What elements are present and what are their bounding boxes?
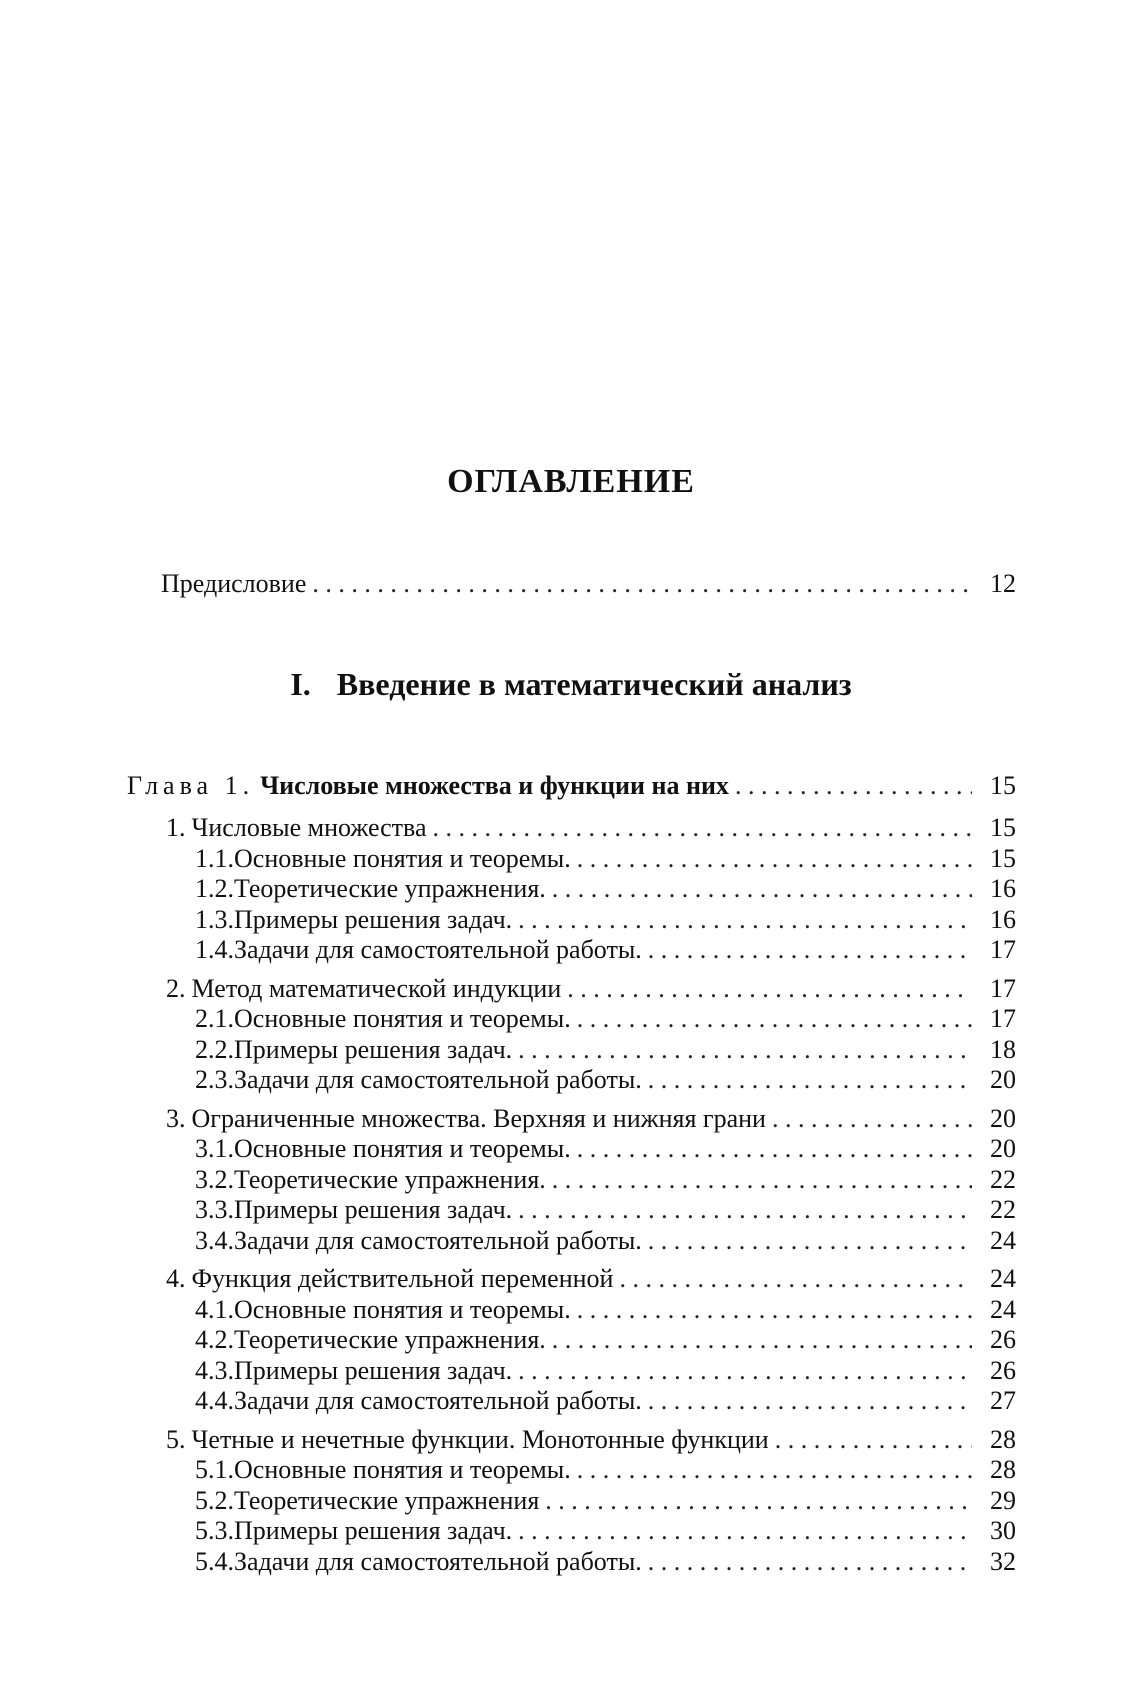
toc-section-number: 2.	[166, 973, 186, 1003]
toc-subsection[interactable]	[195, 1547, 1016, 1577]
toc-subsection-number: 4.1.	[195, 1294, 234, 1324]
toc-title: Числовые множества	[191, 813, 427, 842]
toc-dot-leader	[552, 874, 972, 904]
toc-subsection-number: 3.2.	[195, 1164, 234, 1194]
toc-subsection-number: 5.3.	[195, 1516, 234, 1545]
toc-dot-leader	[545, 1486, 972, 1516]
page-title: ОГЛАВЛЕНИЕ	[447, 463, 695, 500]
toc-subsection[interactable]	[195, 1356, 1016, 1386]
toc-title: Функция действительной переменной	[191, 1264, 614, 1293]
toc-title: Задачи для самостоятельной работы.	[234, 1546, 642, 1576]
toc-page-number: 27	[990, 1386, 1016, 1415]
toc-subsection[interactable]	[195, 1455, 1016, 1485]
toc-page-number: 29	[990, 1485, 1016, 1515]
toc-dot-leader	[648, 1065, 972, 1095]
toc-dot-leader	[735, 771, 972, 801]
toc-title: Теоретические упражнения.	[234, 1164, 546, 1194]
toc-dot-leader	[577, 844, 972, 874]
toc-page-number: 22	[990, 1164, 1016, 1194]
toc-title: Примеры решения задач.	[234, 1355, 513, 1385]
toc-title: Четные и нечетные функции. Монотонные функции	[191, 1424, 769, 1454]
toc-section-number: 4.	[166, 1264, 186, 1293]
toc-title: Примеры решения задач.	[234, 1034, 513, 1064]
toc-dot-leader	[577, 1004, 972, 1034]
toc-page-number: 20	[990, 1134, 1016, 1163]
toc-page-number: 28	[990, 1455, 1016, 1484]
toc-subsection-number: 5.1.	[195, 1455, 234, 1484]
toc-title: Примеры решения задач.	[234, 1516, 513, 1545]
toc-dot-leader	[648, 1226, 972, 1256]
toc-subsection-number: 1.2.	[195, 874, 234, 903]
chapter-label: Глава 1.	[127, 771, 255, 800]
toc-section[interactable]	[166, 1264, 1016, 1294]
toc-page-number: 24	[990, 1264, 1016, 1293]
toc-subsection-number: 3.1.	[195, 1134, 234, 1163]
part-number: I.	[290, 666, 311, 702]
part-heading	[0, 666, 1142, 703]
toc-subsection-number: 4.3.	[195, 1355, 234, 1385]
toc-subsection-number: 3.3.	[195, 1195, 234, 1224]
toc-title: Основные понятия и теоремы.	[234, 1294, 571, 1324]
toc-dot-leader	[518, 905, 972, 935]
toc-page-number: 20	[990, 1065, 1016, 1094]
toc-page-number: 24	[990, 1225, 1016, 1255]
toc-title: Теоретические упражнения	[234, 1485, 540, 1515]
chapter-title: Числовые множества и функции на них	[260, 771, 729, 800]
toc-dot-leader	[772, 1104, 972, 1134]
toc-title: Задачи для самостоятельной работы.	[234, 1225, 642, 1255]
toc-dot-leader	[518, 1516, 972, 1546]
toc-page-number: 32	[990, 1546, 1016, 1576]
toc-subsection[interactable]	[195, 905, 1016, 935]
toc-subsection[interactable]	[195, 1325, 1016, 1355]
toc-subsection-number: 4.4.	[195, 1386, 234, 1415]
toc-subsection-number: 3.4.	[195, 1225, 234, 1255]
toc-page-number: 16	[990, 904, 1016, 934]
toc-title: Примеры решения задач.	[234, 904, 513, 934]
toc-page-number: 28	[990, 1424, 1016, 1454]
toc-dot-leader	[648, 935, 972, 965]
toc-section-number: 5.	[166, 1424, 186, 1454]
toc-title: Основные понятия и теоремы.	[234, 1004, 571, 1033]
toc-subsection[interactable]	[195, 1165, 1016, 1195]
toc-dot-leader	[567, 974, 972, 1004]
toc-subsection-number: 5.4.	[195, 1546, 234, 1576]
toc-page-number: 24	[990, 1294, 1016, 1324]
toc-section[interactable]	[166, 813, 1016, 843]
toc-subsection[interactable]	[195, 1035, 1016, 1065]
toc-title: Задачи для самостоятельной работы.	[234, 1386, 642, 1415]
toc-page-number: 17	[990, 1004, 1016, 1033]
toc-subsection-number: 1.3.	[195, 904, 234, 934]
toc-dot-leader	[433, 813, 972, 843]
toc-page-number: 26	[990, 1355, 1016, 1385]
toc-title: Примеры решения задач.	[234, 1195, 513, 1224]
toc-section-number: 3.	[166, 1103, 186, 1133]
toc-subsection-number: 4.2.	[195, 1325, 234, 1354]
toc-title: Основные понятия и теоремы.	[234, 1455, 571, 1484]
toc-subsection[interactable]	[195, 1226, 1016, 1256]
toc-section[interactable]	[166, 974, 1016, 1004]
toc-subsection[interactable]	[195, 1134, 1016, 1164]
toc-subsection[interactable]	[195, 1295, 1016, 1325]
toc-page-number: 15	[990, 813, 1016, 842]
toc-title: Задачи для самостоятельной работы.	[234, 935, 642, 964]
toc-dot-leader	[552, 1165, 972, 1195]
toc-title: Ограниченные множества. Верхняя и нижняя грани	[191, 1103, 766, 1133]
toc-page-number: 15	[990, 771, 1016, 800]
toc-subsection-number: 1.1.	[195, 843, 234, 873]
toc-page-number: 16	[990, 874, 1016, 903]
toc-subsection[interactable]	[195, 935, 1016, 965]
toc-dot-leader	[518, 1035, 972, 1065]
toc-dot-leader	[619, 1264, 972, 1294]
toc-subsection-number: 5.2.	[195, 1485, 234, 1515]
toc-page-number: 26	[990, 1325, 1016, 1354]
toc-chapter[interactable]	[127, 771, 1016, 801]
toc-page-number: 17	[990, 935, 1016, 964]
toc-page-number: 18	[990, 1034, 1016, 1064]
toc-subsection-number: 2.3.	[195, 1065, 234, 1094]
toc-title: Теоретические упражнения.	[234, 874, 546, 903]
toc-title: Основные понятия и теоремы.	[234, 1134, 571, 1163]
toc-subsection-number: 2.2.	[195, 1034, 234, 1064]
toc-subsection[interactable]	[195, 1065, 1016, 1095]
toc-page-number: 15	[990, 843, 1016, 873]
toc-dot-leader	[648, 1386, 972, 1416]
toc-dot-leader	[518, 1356, 972, 1386]
toc-dot-leader	[775, 1425, 972, 1455]
toc-page-number: 22	[990, 1195, 1016, 1224]
toc-page-number: 30	[990, 1516, 1016, 1545]
toc-dot-leader	[518, 1195, 972, 1225]
toc-section[interactable]	[166, 1104, 1016, 1134]
part-title: Введение в математический анализ	[336, 666, 852, 702]
toc-title: Предисловие	[161, 569, 307, 598]
toc-dot-leader	[552, 1325, 972, 1355]
toc-subsection-number: 2.1.	[195, 1004, 234, 1033]
toc-dot-leader	[312, 569, 972, 599]
toc-title: Метод математической индукции	[191, 973, 562, 1003]
toc-subsection[interactable]	[195, 1486, 1016, 1516]
toc-subsection-number: 1.4.	[195, 935, 234, 964]
toc-dot-leader	[648, 1547, 972, 1577]
toc-dot-leader	[577, 1134, 972, 1164]
toc-page-number: 20	[990, 1103, 1016, 1133]
toc-subsection[interactable]	[195, 1516, 1016, 1546]
toc-section-number: 1.	[166, 813, 186, 842]
toc-subsection[interactable]	[195, 874, 1016, 904]
toc-title: Задачи для самостоятельной работы.	[234, 1065, 642, 1094]
toc-dot-leader	[577, 1455, 972, 1485]
toc-subsection[interactable]	[195, 844, 1016, 874]
toc-title: Теоретические упражнения.	[234, 1325, 546, 1354]
toc-preface[interactable]	[161, 569, 1016, 599]
toc-page-number: 12	[990, 569, 1016, 598]
toc-subsection[interactable]	[195, 1386, 1016, 1416]
toc-subsection[interactable]	[195, 1195, 1016, 1225]
toc-dot-leader	[577, 1295, 972, 1325]
toc-subsection[interactable]	[195, 1004, 1016, 1034]
toc-title: Основные понятия и теоремы.	[234, 843, 571, 873]
toc-page-number: 17	[990, 973, 1016, 1003]
toc-section[interactable]	[166, 1425, 1016, 1455]
